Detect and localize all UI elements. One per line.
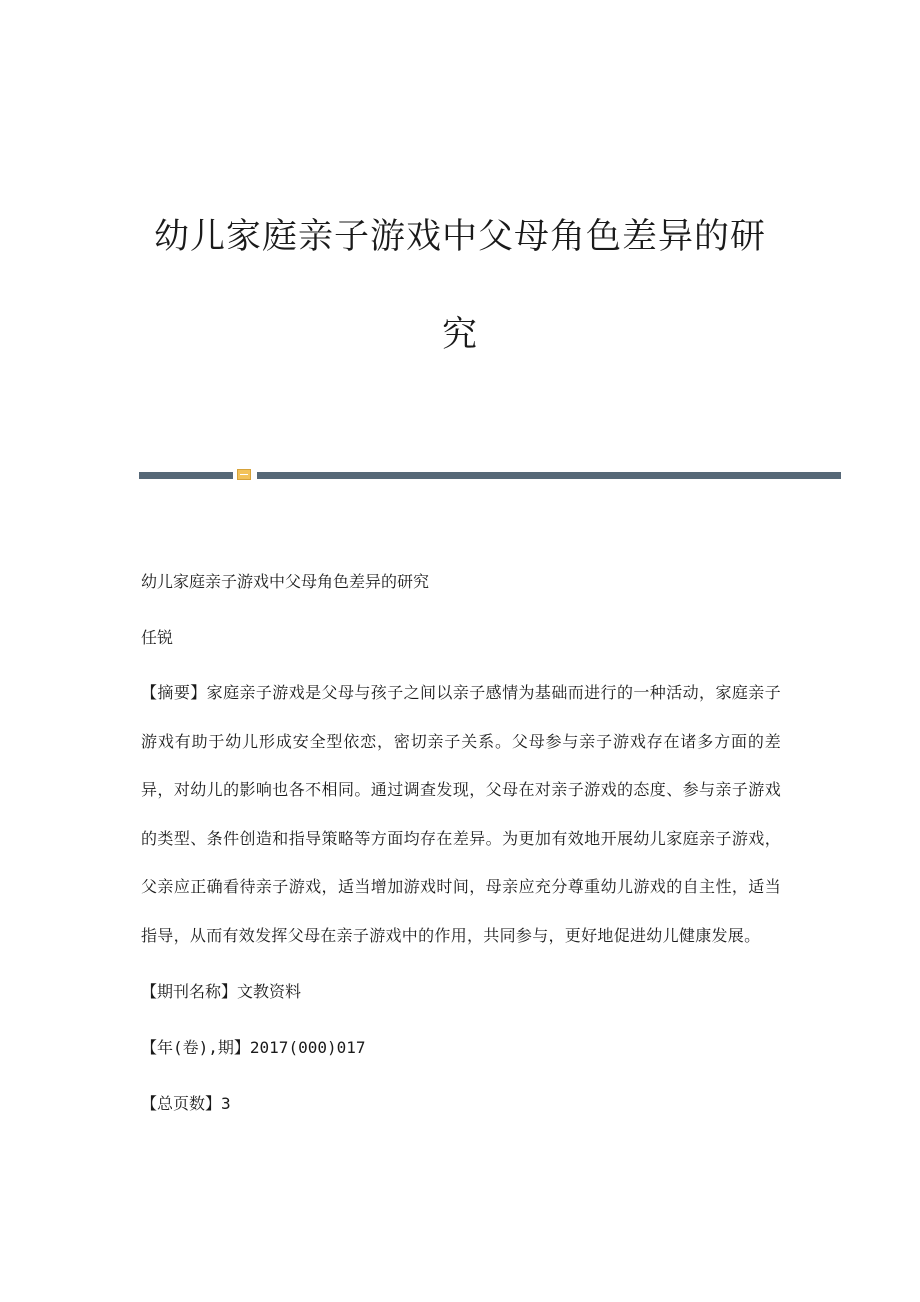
pages-label: 【总页数】 <box>141 1094 222 1113</box>
abstract-text: 家庭亲子游戏是父母与孩子之间以亲子感情为基础而进行的一种活动，家庭亲子游戏有助于幼儿形成安全型依恋，密切亲子关系。父母参与亲子游戏存在诸多方面的差异，对幼儿的影响也各不相同。通过调查发现，父母在对亲子游戏的态度、参与亲子游戏的类型、条件创造和指导策略等方面均存在差异。为更加有效地开展幼儿家庭亲子游戏，父亲应正确看待亲子游戏，适当增加游戏时间，母亲应充分尊重幼儿游戏的自主性，适当指导，从而有效发挥父母在亲子游戏中的作用，共同参与，更好地促进幼儿健康发展。 <box>141 683 781 945</box>
journal-field <box>141 976 781 1007</box>
page-title <box>140 212 780 360</box>
issue-field <box>141 1032 781 1063</box>
journal-value: 文教资料 <box>237 982 302 1001</box>
page-title-line-2: 究 <box>441 315 478 355</box>
divider-bar-right <box>257 472 841 479</box>
envelope-ornament-icon <box>237 469 251 480</box>
page-title-line-1: 幼儿家庭亲子游戏中父母角色差异的研 <box>153 217 766 257</box>
article-title: 幼儿家庭亲子游戏中父母角色差异的研究 <box>141 572 430 591</box>
divider-bar-left <box>139 472 233 479</box>
article-abstract <box>141 669 781 960</box>
article-metadata <box>141 566 781 1144</box>
abstract-label: 【摘要】 <box>141 683 207 702</box>
pages-value: 3 <box>221 1094 231 1113</box>
pages-field <box>141 1088 781 1119</box>
title-divider <box>139 468 841 482</box>
article-author: 任锐 <box>141 628 174 647</box>
journal-label: 【期刊名称】 <box>141 982 238 1001</box>
issue-value: 2017(000)017 <box>249 1038 366 1057</box>
issue-label: 【年(卷),期】 <box>141 1038 250 1057</box>
